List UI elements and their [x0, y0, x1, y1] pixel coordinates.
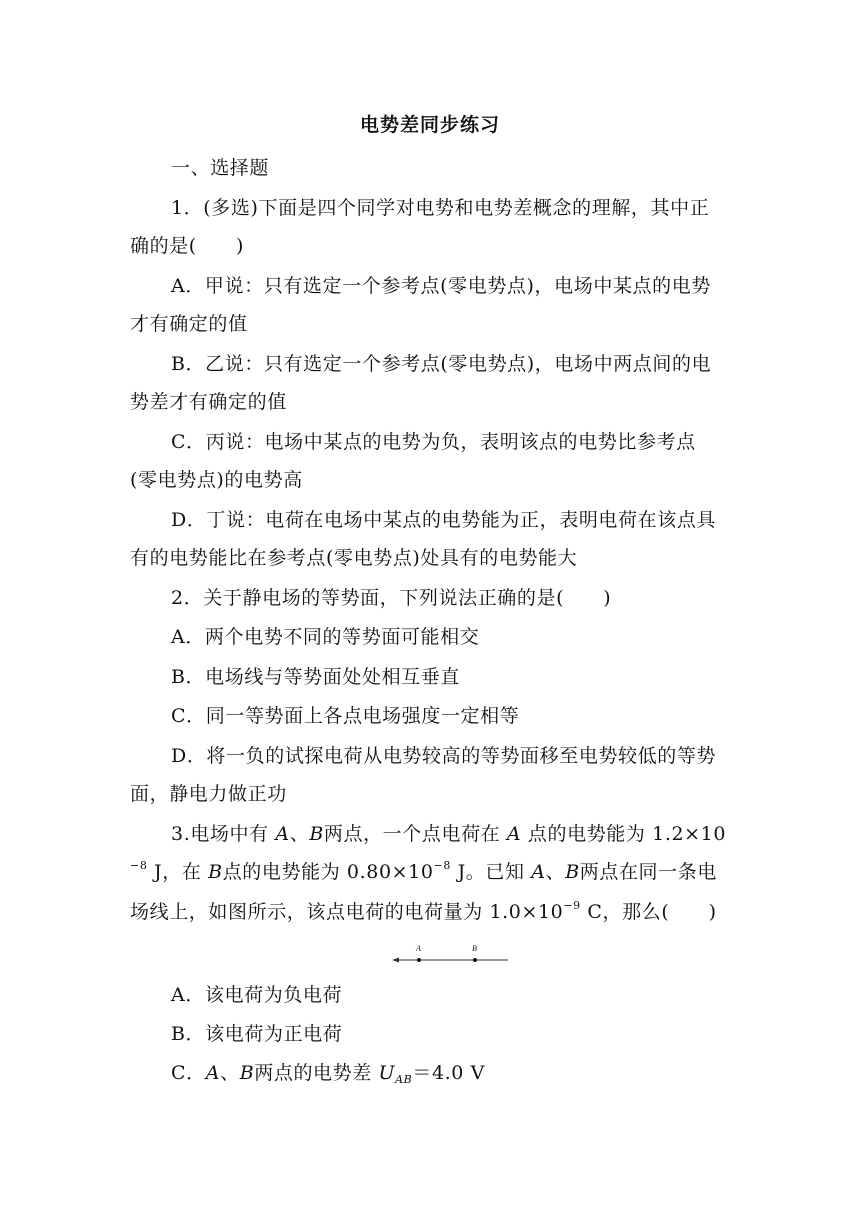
- q2-option-d-line2: 面，静电力做正功: [130, 783, 287, 805]
- point-b-dot: [473, 958, 477, 962]
- q1-option-a-line2: 才有确定的值: [130, 313, 248, 335]
- q2-option-b: B．电场线与等势面处处相互垂直: [171, 666, 460, 688]
- q3-text: 两点，一个点电荷在: [323, 823, 507, 845]
- q3-text: J。已知: [450, 861, 532, 883]
- q1-option-b-line2: 势差才有确定的值: [130, 391, 287, 413]
- q3-stem-line1: [171, 821, 726, 847]
- point-a-label: A: [506, 823, 522, 845]
- arrow-left-icon: [392, 958, 399, 963]
- q1-option-a-line1: A．甲说：只有选定一个参考点(零电势点)，电场中某点的电势: [171, 275, 711, 297]
- q1-option-d-line1: D．丁说：电荷在电场中某点的电势能为正，表明电荷在该点具: [171, 509, 717, 531]
- point-b-label: B: [309, 823, 324, 845]
- q3-stem-line3: [130, 899, 717, 928]
- q2-option-a: A．两个电势不同的等势面可能相交: [171, 626, 480, 648]
- q1-option-c-line1: C．丙说：电场中某点的电势为负，表明该点的电势比参考点: [171, 431, 696, 453]
- q3-text: C，那么( ): [580, 901, 717, 923]
- q1-option-c-line2: (零电势点)的电势高: [130, 469, 303, 491]
- point-b-label: B: [208, 861, 223, 883]
- q2-option-d-line1: D．将一负的试探电荷从电势较高的等势面移至电势较低的等势: [171, 745, 717, 767]
- q1-stem-line2: 确的是( ): [130, 235, 245, 257]
- figure-label-a: A: [416, 944, 421, 953]
- q3-text: ＝4.0 V: [412, 1062, 485, 1084]
- field-line-figure: [390, 940, 510, 970]
- page-title: 电势差同步练习: [359, 114, 500, 136]
- q1-option-b-line1: B．乙说：只有选定一个参考点(零电势点)，电场中两点间的电: [171, 353, 712, 375]
- q3-text: 两点的电势差: [254, 1062, 379, 1084]
- section-heading: 一、选择题: [171, 157, 270, 179]
- voltage-symbol: U: [378, 1062, 396, 1084]
- point-b-label: B: [239, 1062, 255, 1084]
- q3-text: 点的电势能为 1.2×10: [521, 823, 727, 845]
- q2-option-c: C．同一等势面上各点电场强度一定相等: [171, 705, 520, 727]
- exponent: −9: [563, 899, 581, 912]
- q2-stem: 2．关于静电场的等势面，下列说法正确的是( ): [171, 587, 612, 609]
- voltage-subscript: AB: [395, 1073, 413, 1086]
- q3-text: 场线上，如图所示，该点电荷的电荷量为 1.0×10: [130, 901, 564, 923]
- q3-text: 、: [545, 861, 566, 883]
- q3-text: 两点在同一条电: [579, 861, 717, 883]
- q3-option-a: A．该电荷为负电荷: [171, 984, 343, 1006]
- q3-option-b: B．该电荷为正电荷: [171, 1023, 343, 1045]
- q3-text: 、: [220, 1062, 240, 1084]
- figure-label-b: B: [472, 944, 477, 953]
- q3-stem-line2: [130, 859, 717, 888]
- q1-option-d-line2: 有的电势能比在参考点(零电势点)处具有的电势能大: [130, 547, 578, 569]
- exponent: −8: [433, 859, 451, 872]
- point-a-label: A: [531, 861, 546, 883]
- exponent: −8: [130, 859, 148, 872]
- point-a-label: A: [275, 823, 290, 845]
- q3-text: 点的电势能为 0.80×10: [222, 861, 434, 883]
- q3-text: 、: [289, 823, 310, 845]
- q1-stem-line1: 1．(多选)下面是四个同学对电势和电势差概念的理解，其中正: [171, 197, 710, 219]
- q3-text: 3.电场中有: [171, 823, 276, 845]
- q3-text: J，在: [147, 861, 209, 883]
- q3-option-c: [171, 1060, 485, 1089]
- point-b-label: B: [565, 861, 580, 883]
- point-a-label: A: [205, 1062, 221, 1084]
- q3-text: C．: [171, 1062, 206, 1084]
- point-a-dot: [417, 958, 421, 962]
